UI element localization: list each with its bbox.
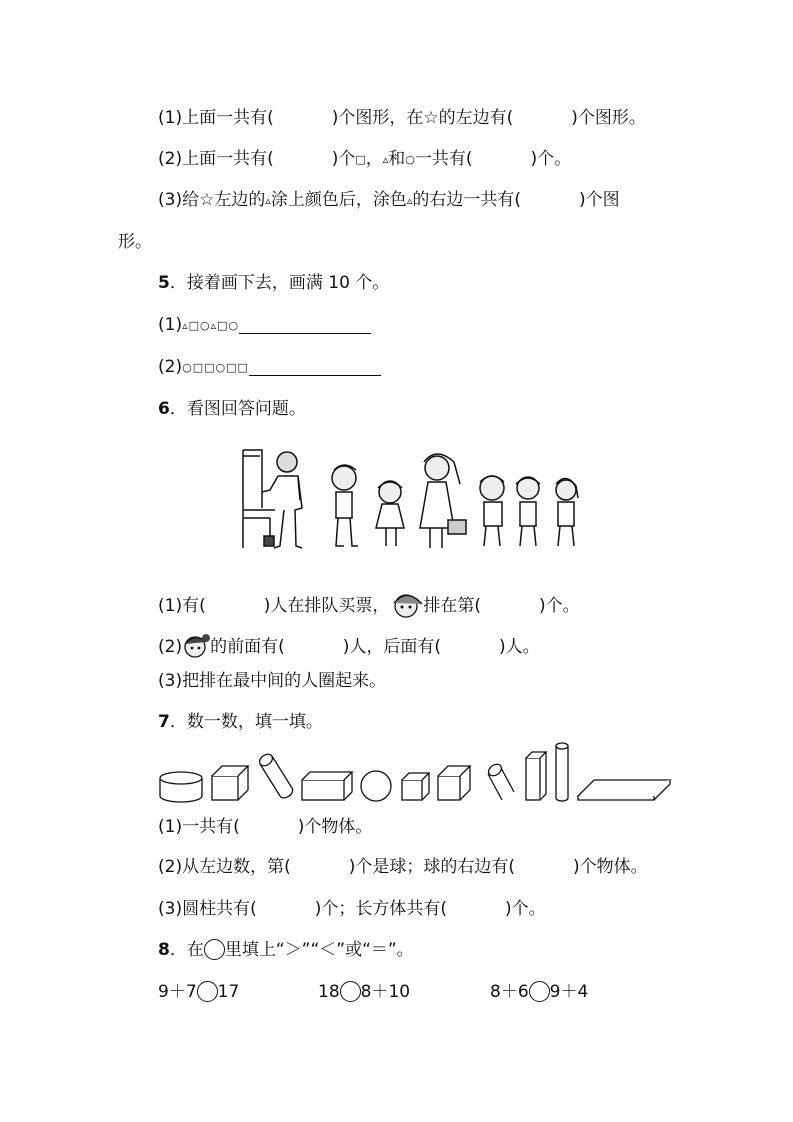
question-text: ．数一数，填一填。 bbox=[169, 712, 323, 732]
text: (1) bbox=[158, 315, 183, 335]
circle-blank-icon bbox=[204, 939, 225, 960]
q7-title bbox=[158, 710, 323, 734]
q8-expr-3 bbox=[490, 980, 588, 1004]
text: 的左边有( bbox=[438, 108, 514, 128]
text: (2)从左边数，第( bbox=[158, 857, 291, 877]
text: 排在第( bbox=[423, 596, 481, 616]
compare-circle[interactable] bbox=[340, 981, 361, 1002]
q7-line-1 bbox=[158, 815, 372, 839]
question-number: 8 bbox=[158, 940, 170, 960]
question-number: 7 bbox=[158, 712, 170, 732]
text: (3)圆柱共有( bbox=[158, 899, 257, 919]
drawing-line[interactable] bbox=[239, 316, 371, 334]
text: )个是球；球的右边有( bbox=[348, 857, 515, 877]
q8-title bbox=[158, 938, 414, 962]
text: )个；长方体共有( bbox=[314, 899, 447, 919]
q6-line-3: (3)把排在最中间的人圈起来。 bbox=[158, 671, 387, 691]
cuboid-icon bbox=[526, 752, 546, 800]
girl-head-icon bbox=[182, 630, 210, 660]
square-icon: □ bbox=[355, 153, 366, 166]
text: 左边的 bbox=[214, 190, 266, 210]
q4-line-1 bbox=[158, 106, 646, 130]
cylinder-icon bbox=[160, 772, 202, 802]
text: )个物体。 bbox=[297, 817, 373, 837]
cube-icon bbox=[402, 773, 429, 800]
text: 一共有( bbox=[414, 149, 473, 169]
cuboid-icon bbox=[302, 772, 352, 800]
question-text: ．接着画下去，画满 10 个。 bbox=[169, 273, 390, 293]
text: (1)一共有( bbox=[158, 817, 240, 837]
triangle-icon: ▵ bbox=[265, 194, 271, 207]
text: (1)上面一共有( bbox=[158, 108, 274, 128]
drawing-line[interactable] bbox=[249, 358, 381, 376]
triangle-icon: ▵ bbox=[382, 153, 389, 166]
compare-circle[interactable] bbox=[529, 981, 550, 1002]
text: ， bbox=[365, 149, 383, 169]
text: 涂上颜色后，涂色 bbox=[270, 190, 407, 210]
text: 的前面有( bbox=[210, 637, 285, 657]
expr-right: 17 bbox=[217, 982, 240, 1002]
text: )个。 bbox=[539, 596, 580, 616]
text: (2) bbox=[158, 357, 183, 377]
solids-illustration bbox=[158, 740, 673, 804]
q5-title bbox=[158, 271, 389, 295]
q5-line-2 bbox=[158, 355, 381, 380]
text: )个。 bbox=[504, 899, 546, 919]
text: )人，后面有( bbox=[342, 637, 441, 657]
text: 里填上“＞”“＜”或“＝”。 bbox=[224, 940, 414, 960]
cylinder-icon bbox=[486, 762, 514, 800]
compare-circle[interactable] bbox=[197, 981, 218, 1002]
queue-illustration bbox=[240, 448, 585, 553]
question-number: 5 bbox=[158, 273, 170, 293]
q6-line-2 bbox=[158, 630, 540, 660]
q7-line-3 bbox=[158, 897, 546, 921]
text: )个。 bbox=[530, 149, 572, 169]
expr-left: 18 bbox=[318, 982, 340, 1002]
text: )人在排队买票， bbox=[263, 596, 390, 616]
text: )人。 bbox=[499, 637, 540, 657]
circle-icon: ○ bbox=[405, 153, 415, 166]
text: 和 bbox=[388, 149, 406, 169]
star-icon: ☆ bbox=[199, 190, 215, 210]
expr-left: 8＋6 bbox=[490, 982, 529, 1002]
text: )个物体。 bbox=[572, 857, 648, 877]
cube-icon bbox=[212, 766, 248, 800]
cuboid-icon bbox=[578, 780, 670, 800]
q8-expr-1 bbox=[158, 980, 239, 1004]
text: )个图形。 bbox=[571, 108, 646, 128]
question-text: ．看图回答问题。 bbox=[169, 399, 306, 419]
text: (3)给 bbox=[158, 190, 200, 210]
text: )个 bbox=[331, 149, 356, 169]
question-number: 6 bbox=[158, 399, 170, 419]
q6-title bbox=[158, 397, 306, 421]
star-icon: ☆ bbox=[423, 108, 439, 128]
text: )个图 bbox=[579, 190, 620, 210]
cylinder-icon bbox=[556, 743, 568, 801]
q6-line-1 bbox=[158, 589, 580, 619]
shape-sequence: ▵□○▵□○ bbox=[182, 319, 240, 332]
shape-sequence: ○□□○□□ bbox=[182, 361, 249, 374]
q4-line-2 bbox=[158, 147, 571, 172]
cuboid-icon bbox=[438, 766, 470, 800]
text: ．在 bbox=[169, 940, 204, 960]
cylinder-icon bbox=[257, 752, 292, 798]
q7-line-2 bbox=[158, 855, 648, 879]
boy-head-icon bbox=[389, 589, 423, 619]
text: )个图形，在 bbox=[331, 108, 424, 128]
q4-line-3-wrap: 形。 bbox=[118, 232, 152, 252]
triangle-icon: ▵ bbox=[406, 194, 413, 207]
sphere-icon bbox=[361, 771, 391, 801]
text: (2) bbox=[158, 637, 183, 657]
expr-left: 9＋7 bbox=[158, 982, 197, 1002]
q4-line-3 bbox=[158, 188, 620, 213]
text: (1)有( bbox=[158, 596, 206, 616]
text: (2)上面一共有( bbox=[158, 149, 274, 169]
q5-line-1 bbox=[158, 313, 371, 338]
expr-right: 9＋4 bbox=[549, 982, 589, 1002]
expr-right: 8＋10 bbox=[360, 982, 411, 1002]
text: 的右边一共有( bbox=[412, 190, 522, 210]
q8-expr-2 bbox=[318, 980, 410, 1004]
